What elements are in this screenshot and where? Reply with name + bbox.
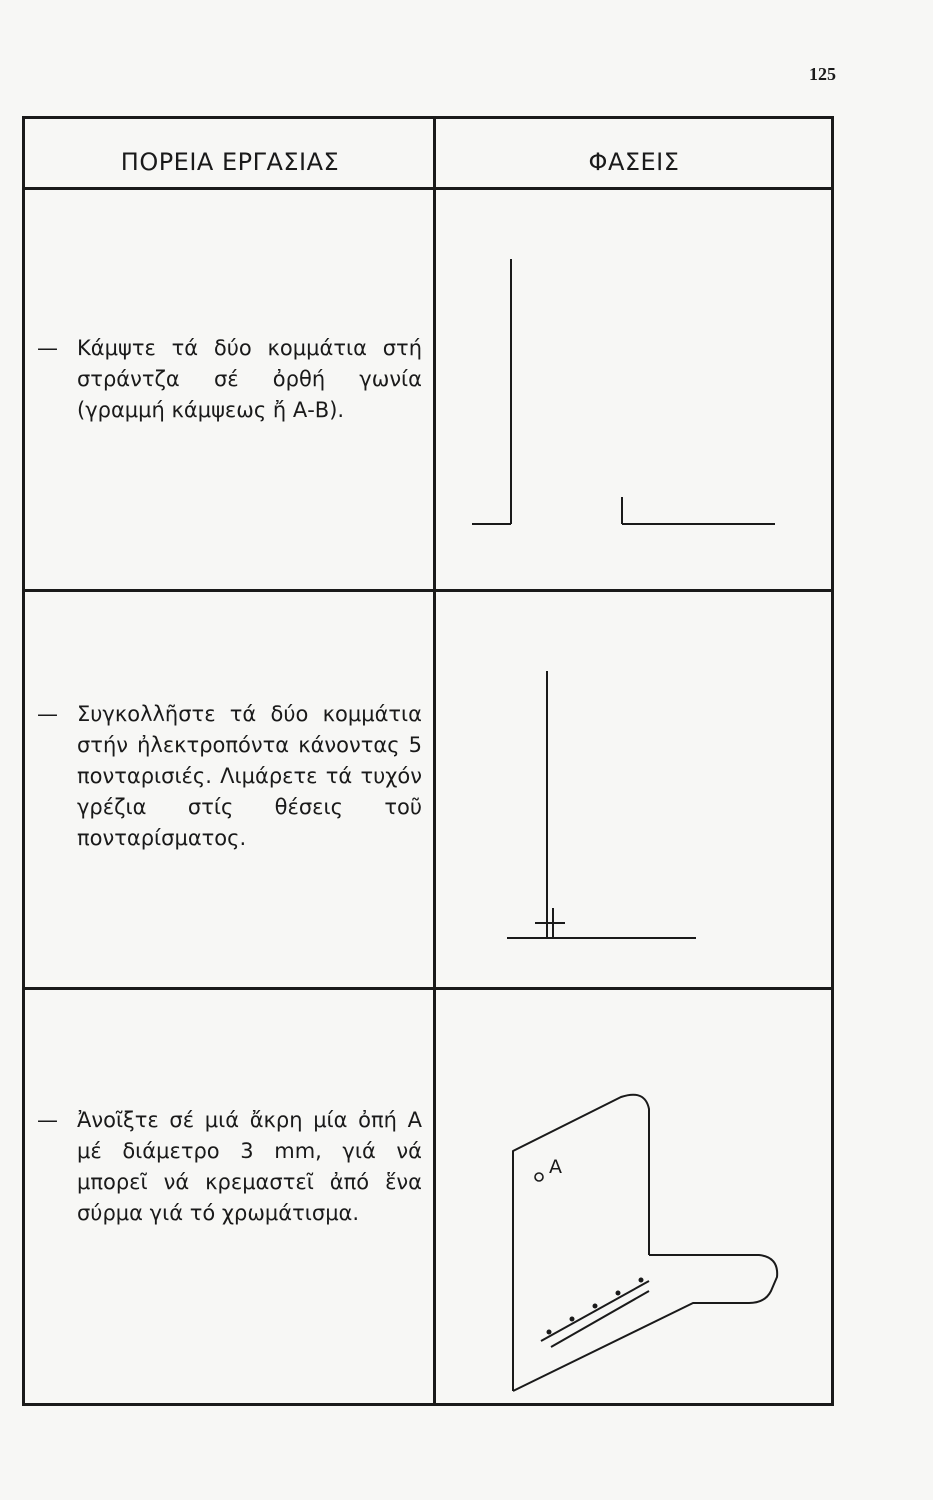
row-divider bbox=[25, 589, 831, 592]
step-text: Συγκολλῆστε τά δύο κομμάτια στήν ἠλεκτροπόντα κάνοντας 5 πονταρισιές. Λιμάρετε τά τυχόν γρέζια στίς θέσεις τοῦ πονταρίσματος. bbox=[77, 702, 422, 850]
work-procedure-table bbox=[22, 116, 834, 1406]
header-divider bbox=[25, 187, 831, 190]
header-work-procedure: ΠΟΡΕΙΑ ΕΡΓΑΣΙΑΣ bbox=[120, 148, 340, 176]
step-text: Ἀνοῖξτε σέ μιά ἄκρη μία ὀπή Α μέ διάμετρο 3 mm, γιά νά μπορεῖ νά κρεμαστεῖ ἀπό ἕνα σύρμα γιά τό χρωμάτισμα. bbox=[77, 1108, 422, 1225]
finished-bracket-figure bbox=[437, 991, 831, 1401]
bent-pieces-figure bbox=[437, 191, 831, 589]
hole-a-label: A bbox=[549, 1156, 562, 1178]
step-bend-pieces bbox=[37, 333, 422, 426]
hole-a-marker bbox=[535, 1173, 543, 1181]
step-text: Κάμψτε τά δύο κομμάτια στή στράντζα σέ ὀρθή γωνία (γραμμή κάμψεως ἤ Α-Β). bbox=[77, 336, 422, 422]
step-spot-weld bbox=[37, 699, 422, 854]
header-phases: ΦΑΣΕΙΣ bbox=[588, 148, 680, 176]
step-dash: — bbox=[37, 1108, 58, 1132]
step-drill-hole bbox=[37, 1105, 422, 1229]
step-dash: — bbox=[37, 702, 58, 726]
spot-welded-tee-figure bbox=[437, 593, 831, 987]
step-dash: — bbox=[37, 336, 58, 360]
page-number: 125 bbox=[809, 64, 836, 84]
row-divider bbox=[25, 987, 831, 990]
weld-spots bbox=[547, 1278, 644, 1335]
column-divider bbox=[433, 119, 436, 1403]
